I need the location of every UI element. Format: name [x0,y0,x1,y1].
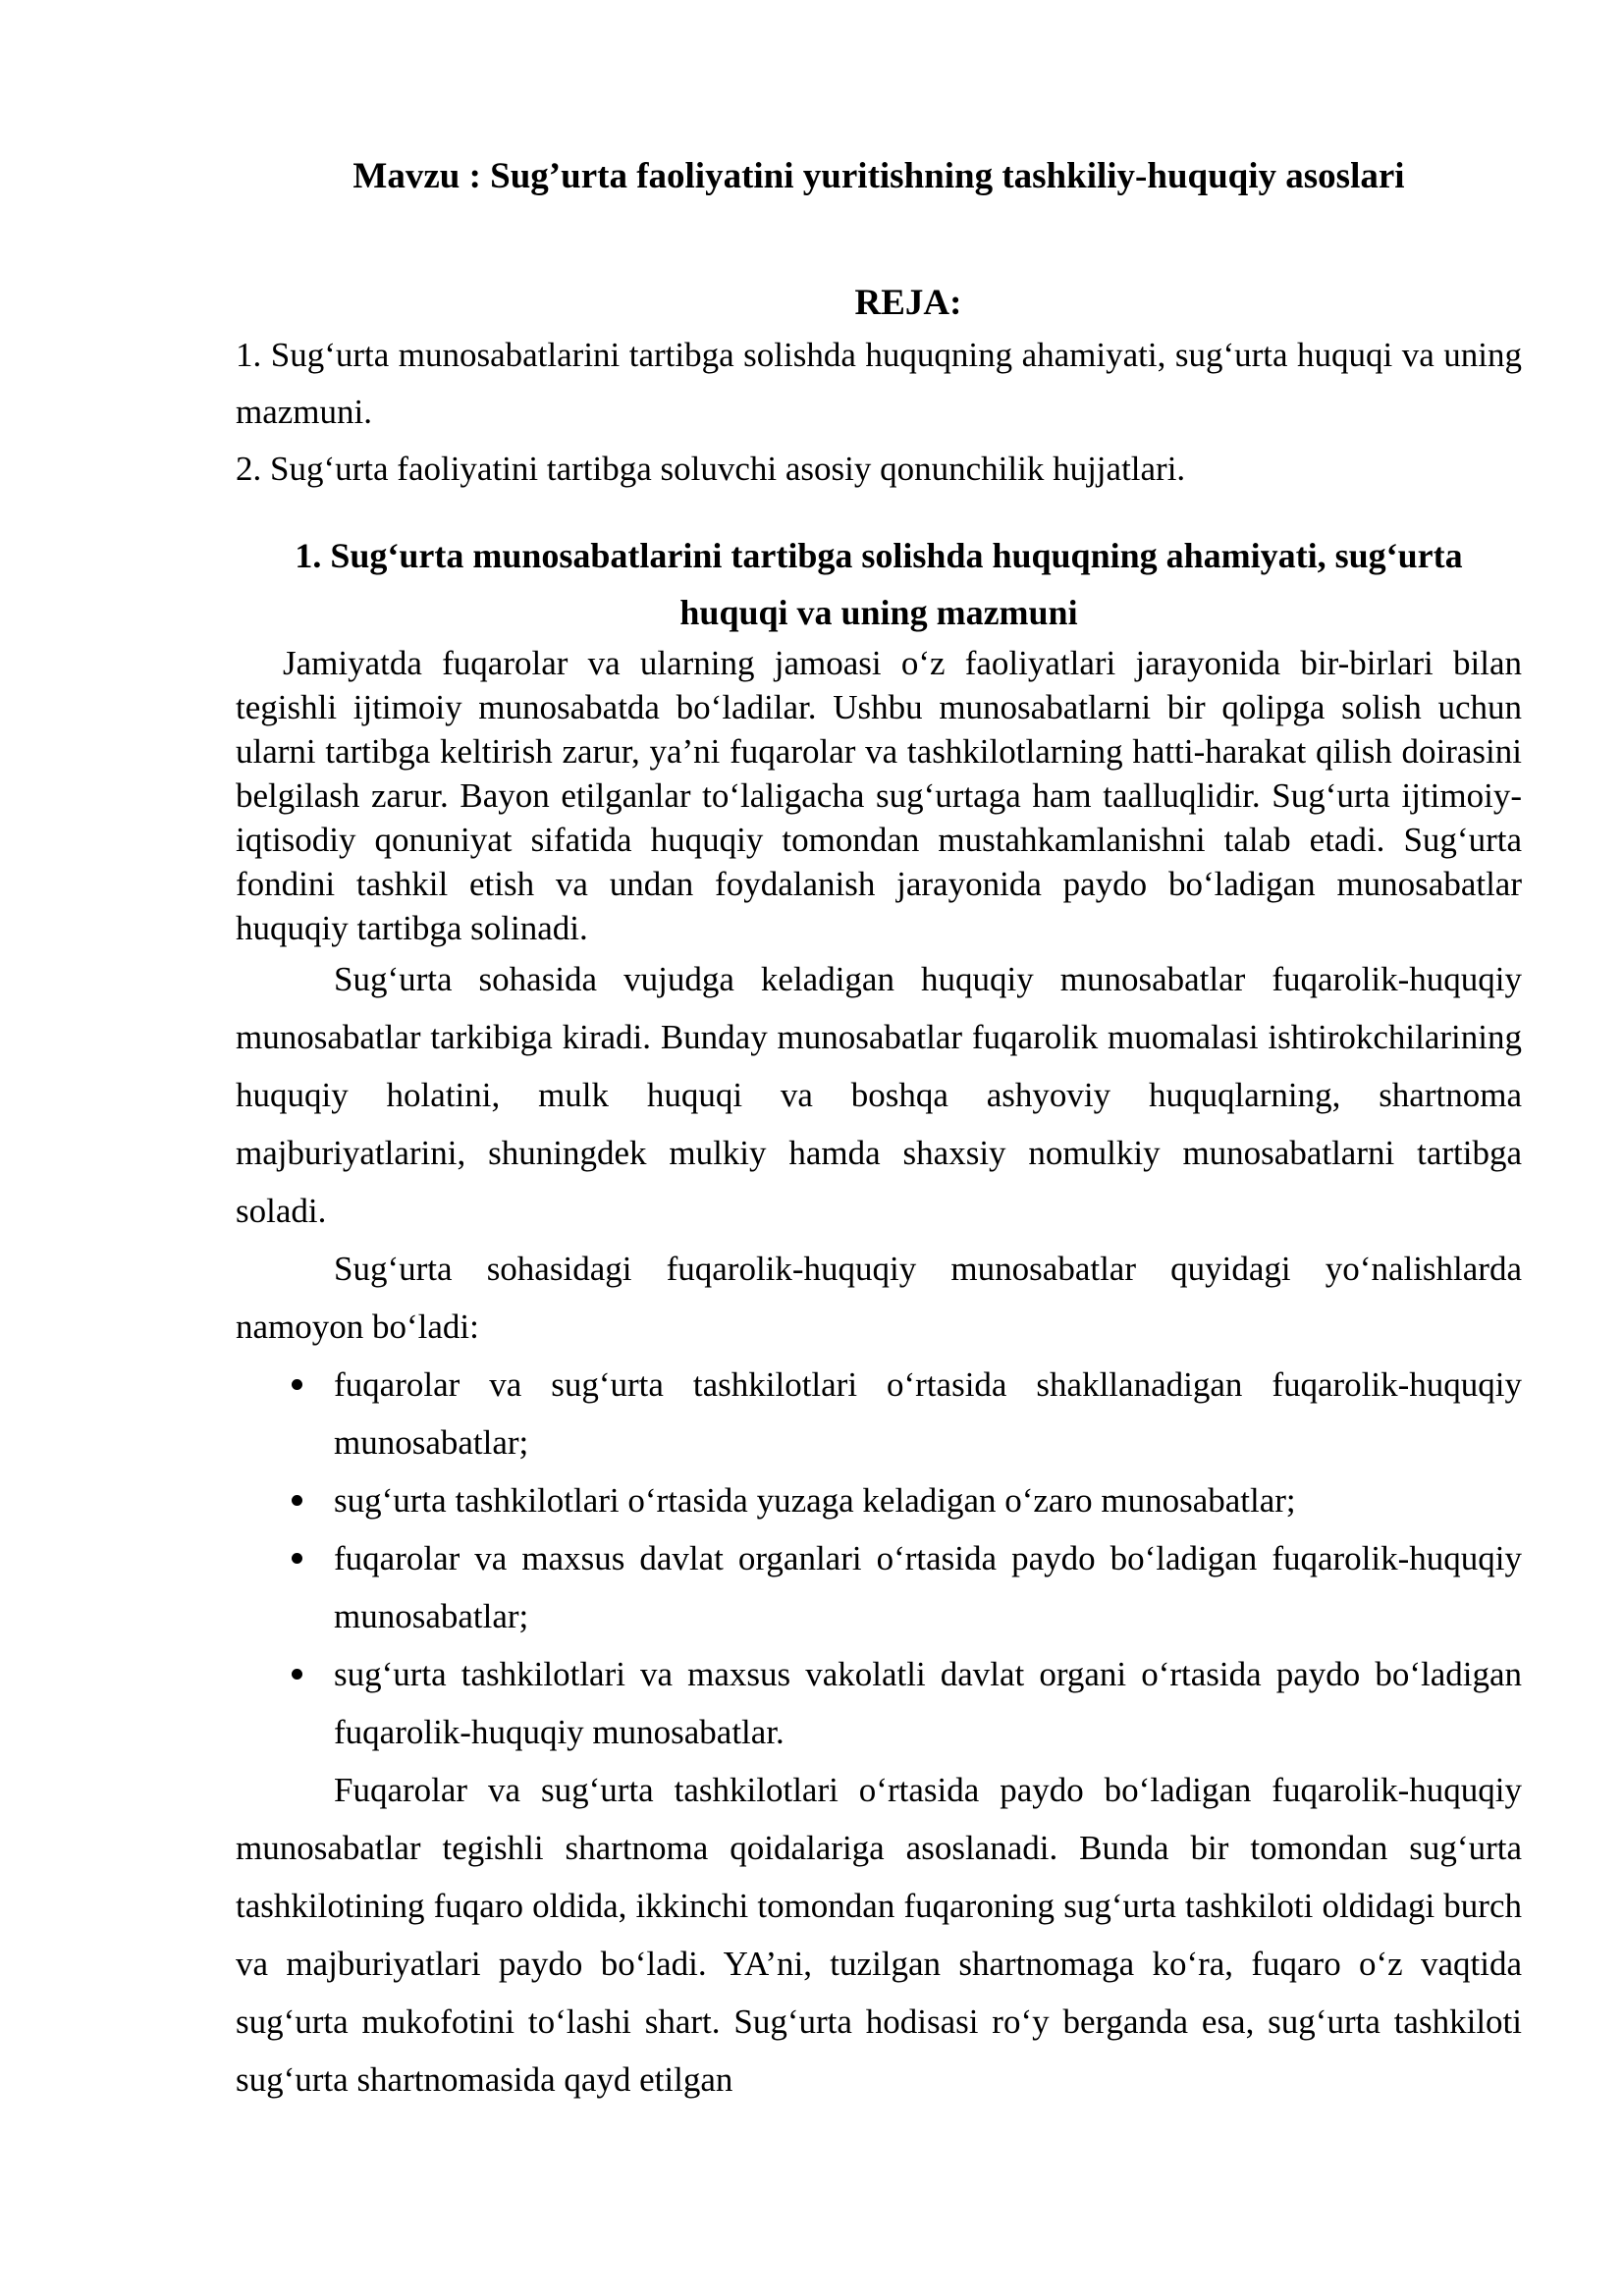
bullet-icon [292,1379,302,1390]
bullet-item-2 [236,1471,1522,1529]
section-heading-line-1: 1. Sug‘urta munosabatlarini tartibga solishda huquqning ahamiyati, sug‘urta [295,536,1463,575]
bullet-icon [292,1495,302,1506]
section-heading-line-2: huquqi va uning mazmuni [679,593,1078,632]
document-page [236,147,1522,2109]
plan-list [236,327,1522,498]
intro-block [236,641,1522,950]
bullet-item-1 [236,1356,1522,1471]
plan-heading: REJA: [854,283,962,323]
bullet-item-4 [236,1645,1522,1761]
paragraph-1: Jamiyatda fuqarolar va ularning jamoasi o‘z faoliyatlari jarayonida bir-birlari bilan tegishli ijtimoiy munosabatda bo‘ladilar. Ushbu munosabatlarni bir qolipga solish uchun ularni tartibga keltirish zarur, ya’ni fuqarolar va tashkilotlarning hatti-harakat qilish doirasini belgilash zarur. Bayon etilganlar to‘laligacha sug‘urtaga ham taalluqlidir. Sug‘urta ijtimoiy-iqtisodiy qonuniyat sifatida huquqiy tomondan mustahkamlanishni talab etadi. Sug‘urta fondini tashkil etish va undan foydalanish jarayonida paydo bo‘ladigan munosabatlar huquqiy tartibga solinadi. [236,644,1522,947]
paragraph-4: Fuqarolar va sug‘urta tashkilotlari o‘rtasida paydo bo‘ladigan fuqarolik-huquqiy munosabatlar tegishli shartnoma qoidalariga asoslanadi. Bunda bir tomondan sug‘urta tashkilotining fuqaro oldida, ikkinchi tomondan fuqaroning sug‘urta tashkiloti oldidagi burch va majburiyatlari paydo bo‘ladi. YA’ni, tuzilgan shartnomaga ko‘ra, fuqaro o‘z vaqtida sug‘urta mukofotini to‘lashi shart. Sug‘urta hodisasi ro‘y berganda esa, sug‘urta tashkiloti sug‘urta shartnomasida qayd etilgan [236,1771,1522,2099]
bullet-icon [292,1669,302,1680]
bullet-list [236,1356,1522,1761]
bullet-text-3: fuqarolar va maxsus davlat organlari o‘rtasida paydo bo‘ladigan fuqarolik-huquqiy munosabatlar; [334,1539,1522,1635]
document-title: Mavzu : Sug’urta faoliyatini yuritishning tashkiliy-huquqiy asoslari [352,156,1405,196]
bullet-icon [292,1553,302,1564]
bullet-text-4: sug‘urta tashkilotlari va maxsus vakolatli davlat organi o‘rtasida paydo bo‘ladigan fuqarolik-huquqiy munosabatlar. [334,1655,1522,1751]
paragraph-3: Sug‘urta sohasidagi fuqarolik-huquqiy munosabatlar quyidagi yo‘nalishlarda namoyon bo‘ladi: [236,1250,1522,1346]
section-heading [236,527,1522,641]
bullet-text-2: sug‘urta tashkilotlari o‘rtasida yuzaga keladigan o‘zaro munosabatlar; [334,1481,1296,1520]
bullet-item-3 [236,1529,1522,1645]
paragraph-2: Sug‘urta sohasida vujudga keladigan huquqiy munosabatlar fuqarolik-huquqiy munosabatlar tarkibiga kiradi. Bunday munosabatlar fuqarolik muomalasi ishtirokchilarining huquqiy holatini, mulk huquqi va boshqa ashyoviy huquqlarning, shartnoma majburiyatlarini, shuningdek mulkiy hamda shaxsiy nomulkiy munosabatlarni tartibga soladi. [236,960,1522,1230]
plan-item-1: 1. Sug‘urta munosabatlarini tartibga solishda huquqning ahamiyati, sug‘urta huquqi va uning mazmuni. [236,336,1522,431]
bullet-text-1: fuqarolar va sug‘urta tashkilotlari o‘rtasida shakllanadigan fuqarolik-huquqiy munosabatlar; [334,1365,1522,1462]
plan-item-2: 2. Sug‘urta faoliyatini tartibga soluvchi asosiy qonunchilik hujjatlari. [236,450,1186,488]
